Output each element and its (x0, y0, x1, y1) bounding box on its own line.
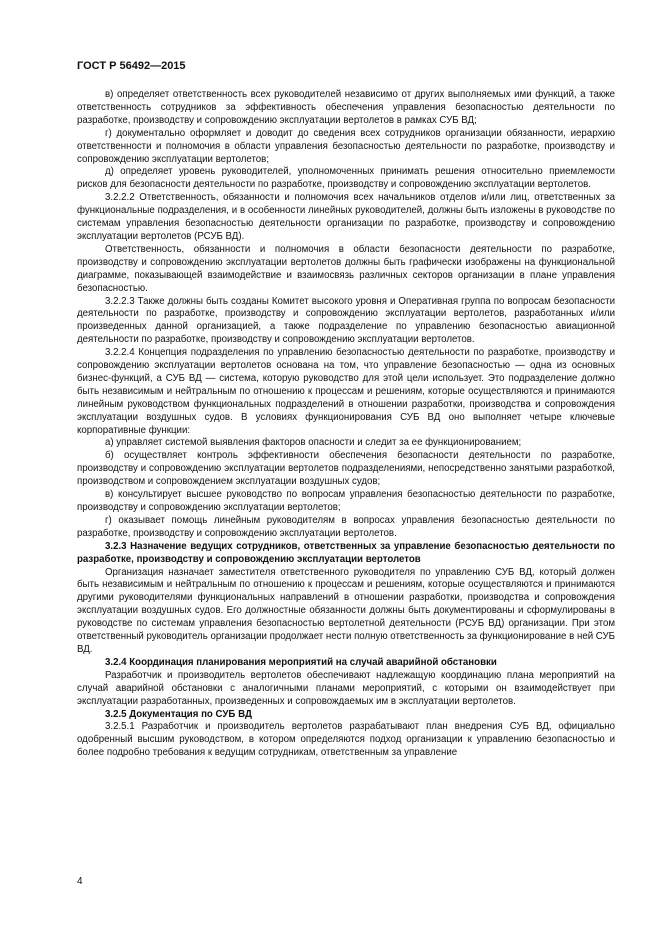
section-heading: 3.2.5 Документация по СУБ ВД (105, 708, 252, 720)
document-body (77, 89, 615, 760)
paragraph: 3.2.5.1 Разработчик и производитель вертолетов разрабатывают план внедрения СУБ ВД, официально одобренный высшим руководством, в котором определяются подход организации к управлению безопасностью и более подробно требования к ведущим сотрудникам, ответственным за управление (77, 721, 615, 759)
paragraph: 3.2.2.2 Ответственность, обязанности и полномочия всех начальников отделов и/или лиц, ответственных за функциональные подразделения, и в особенности линейных руководителей, должны быть изложены в руководстве по системам управления безопасностью деятельности организации по разработке, производству и сопровождению эксплуатации вертолетов (РСУБ ВД). (77, 192, 615, 242)
paragraph: в) консультирует высшее руководство по вопросам управления безопасностью деятельности по разработке, производству и сопровождению эксплуатации вертолетов; (77, 489, 615, 513)
paragraph: Организация назначает заместителя ответственного руководителя по управлению СУБ ВД, который должен быть независимым и нейтральным по отношению к процессам и решениям, которые осуществляются и принимаются другими руководителями функциональных направлений в отношении разработки, производства и сопровождения эксплуатации воздушных судов. Его должностные обязанности должны быть документированы и сформулированы в руководстве по системам управления безопасностью вертолетной деятельности (РСУБ ВД) организации. При этом ответственный руководитель организации продолжает нести полную ответственность за функционирование в ней СУБ ВД. (77, 566, 615, 655)
paragraph: Разработчик и производитель вертолетов обеспечивают надлежащую координацию плана мероприятий на случай аварийной обстановки с аналогичными планами мероприятий, с которыми он взаимодействует при эксплуатации разработанных, произведенных и сопровождаемых им в эксплуатации вертолетов. (77, 669, 615, 707)
paragraph: а) управляет системой выявления факторов опасности и следит за ее функционированием; (105, 437, 522, 449)
paragraph: б) осуществляет контроль эффективности обеспечения безопасности деятельности по разработке, производству и сопровождению эксплуатации вертолетов подразделениями, непосредственно занятыми разработкой, производством и сопровождением эксплуатации воздушных судов; (77, 450, 615, 488)
paragraph: г) документально оформляет и доводит до сведения всех сотрудников организации обязанности, иерархию ответственности и полномочия в области управления безопасностью деятельности по разработке, производству и сопровождению эксплуатации вертолетов; (77, 127, 615, 165)
page-number: 4 (77, 876, 83, 887)
paragraph: д) определяет уровень руководителей, уполномоченных принимать решения относительно приемлемости рисков для безопасности деятельности по разработке, производству и сопровождению эксплуатации вертолетов. (77, 166, 615, 191)
paragraph: Ответственность, обязанности и полномочия в области безопасности деятельности по разработке, производству и сопровождению эксплуатации вертолетов должны быть графически изображены на функциональной диаграмме, показывающей взаимодействие и взаимосвязь различных секторов организации в плане управления безопасностью. (77, 243, 615, 294)
document-header: ГОСТ Р 56492—2015 (77, 60, 186, 72)
paragraph: 3.2.2.3 Также должны быть созданы Комитет высокого уровня и Оперативная группа по вопросам безопасности деятельности по разработке, производству и сопровождению эксплуатации вертолетов, разработанных и/или произведенных данной организацией, а также подразделение по управлению безопасностью авиационной деятельности по разработке, производству и сопровождению эксплуатации вертолетов. (77, 295, 615, 346)
paragraph: в) определяет ответственность всех руководителей независимо от других выполняемых ими функций, а также ответственность сотрудников за эффективность обеспечения управления безопасностью деятельности по разработке, производству и сопровождению эксплуатации вертолетов в рамках СУБ ВД; (77, 89, 615, 126)
paragraph: 3.2.2.4 Концепция подразделения по управлению безопасностью деятельности по разработке, производству и сопровождению эксплуатации вертолетов основана на том, что управление безопасностью — одна из основных бизнес-функций, а СУБ ВД — система, которую руководство для этой цели использует. Это подразделение должно быть независимым и нейтральным по отношению к процессам и решениям, которые осуществляются и принимаются линейным руководством функциональных подразделений в отношении разработки, производства и сопровождения эксплуатации воздушных судов. В условиях функционирования СУБ ВД оно выполняет четыре ключевые корпоративные функции: (77, 347, 615, 436)
paragraph: г) оказывает помощь линейным руководителям в вопросах управления безопасностью деятельности по разработке, производству и сопровождению эксплуатации вертолетов. (77, 514, 615, 539)
section-heading: 3.2.4 Координация планирования мероприятий на случай аварийной обстановки (105, 656, 497, 668)
section-heading: 3.2.3 Назначение ведущих сотрудников, ответственных за управление безопасностью деятельности по разработке, производству и сопровождению эксплуатации вертолетов (77, 540, 615, 565)
